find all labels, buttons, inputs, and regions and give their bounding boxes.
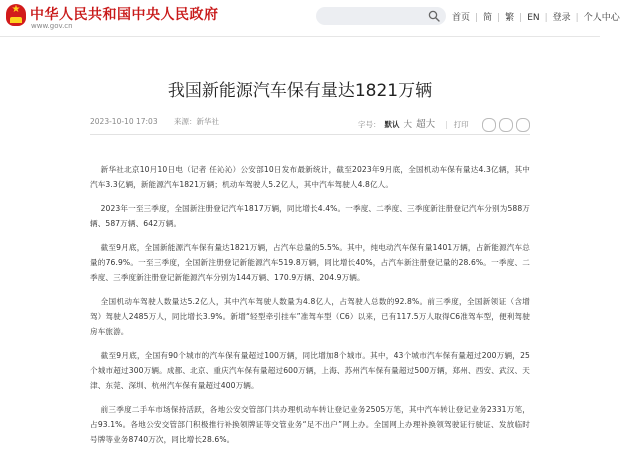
source-name: 新华社: [196, 117, 219, 126]
meta-divider-line: [90, 134, 530, 135]
nav-divider: |: [575, 13, 579, 23]
article-paragraph: 全国机动车驾驶人数量达5.2亿人，其中汽车驾驶人数量为4.8亿人，占驾驶人总数的92.8%。前三季度，全国新领证（含增驾）驾驶人2485万人，同比增长3.9%。新增“轻型牵引挂车”准驾车型（C6）以来，已有117.5万人取得C6准驾车型，便利驾驶房车旅游。: [90, 297, 530, 336]
nav-divider: |: [544, 13, 548, 23]
article-meta: [90, 116, 530, 130]
source-label: 来源：: [173, 117, 197, 126]
publish-date: 2023-10-10 17:03: [90, 117, 158, 126]
article-paragraph: 截至9月底，全国新能源汽车保有量达1821万辆，占汽车总量的5.5%。其中，纯电动汽车保有量1401万辆，占新能源汽车总量的76.9%。一至三季度，全国新注册登记新能源汽车519.8万辆，同比增长40%，占汽车新注册登记量的28.6%。一季度、二季度、三季度新注册登记新能源汽车分别为144万辆、170.9万辆、204.9万辆。: [90, 243, 530, 282]
nav-divider: |: [475, 13, 479, 23]
nav-simplified-link[interactable]: 简: [483, 13, 493, 23]
nav-login-link[interactable]: 登录: [552, 13, 571, 23]
print-button[interactable]: 打印: [453, 120, 469, 129]
weibo-icon[interactable]: [482, 118, 496, 132]
article-paragraph: 截至9月底，全国有90个城市的汽车保有量超过100万辆，同比增加8个城市。其中，43个城市汽车保有量超过200万辆，25个城市超过300万辆。成都、北京、重庆汽车保有量超过600万辆，上海、苏州汽车保有量超过500万辆，郑州、西安、武汉、天津、东莞、深圳、杭州汽车保有量超过400万辆。: [90, 351, 530, 390]
article-paragraph: 2023年一至三季度，全国新注册登记汽车1817万辆，同比增长4.4%。一季度、二季度、三季度新注册登记汽车分别为588万辆、587万辆、642万辆。: [90, 204, 530, 228]
article-paragraph: 新华社北京10月10日电（记者 任沁沁）公安部10日发布最新统计，截至2023年9月底，全国机动车保有量达4.3亿辆，其中汽车3.3亿辆，新能源汽车1821万辆；机动车驾驶人5.2亿人，其中汽车驾驶人4.8亿人。: [90, 165, 530, 189]
article-body: [90, 162, 530, 456]
site-header: [0, 0, 620, 36]
font-size-label: 字号：: [358, 120, 381, 129]
site-domain: www.gov.cn: [31, 22, 73, 30]
wechat-icon[interactable]: [499, 118, 513, 132]
font-size-default-option[interactable]: 默认: [384, 120, 400, 129]
share-icons: [479, 118, 530, 132]
top-nav: [452, 10, 620, 23]
search-icon[interactable]: [428, 10, 440, 22]
site-title[interactable]: 中华人民共和国中央人民政府: [30, 7, 219, 23]
font-size-xlarge-option[interactable]: 超大: [416, 119, 436, 130]
article-paragraph: 前三季度二手车市场保持活跃，各地公安交管部门共办理机动车转让登记业务2505万笔，其中汽车转让登记业务2331万笔，占93.1%。各地公安交管部门积极推行补换领牌证等交管业务“足不出户”网上办。全国网上办理补换领驾驶证行驶证、发放临时号牌等业务8740万次，同比增长28.6%。: [90, 405, 530, 444]
meta-divider: |: [445, 120, 448, 129]
nav-divider: |: [497, 13, 501, 23]
nav-traditional-link[interactable]: 繁: [505, 13, 515, 23]
header-divider: [0, 36, 600, 37]
national-emblem-icon[interactable]: ★: [6, 4, 26, 26]
nav-divider: |: [519, 13, 523, 23]
nav-english-link[interactable]: EN: [527, 13, 540, 23]
nav-home-link[interactable]: 首页: [452, 13, 471, 23]
qzone-icon[interactable]: [516, 118, 530, 132]
nav-user-center-link[interactable]: 个人中心: [583, 13, 620, 23]
search-input[interactable]: [324, 9, 424, 23]
font-size-large-option[interactable]: 大: [403, 120, 413, 130]
search-box[interactable]: [316, 7, 446, 25]
article-title: 我国新能源汽车保有量达1821万辆: [167, 81, 433, 101]
